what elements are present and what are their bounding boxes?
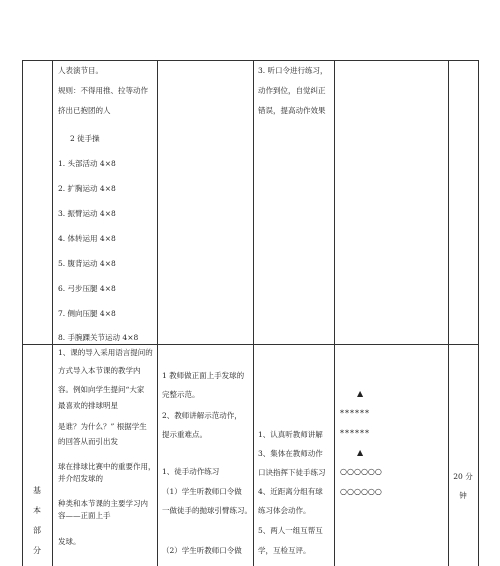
row1-student-line: 3. 听口令进行练习， bbox=[258, 66, 328, 75]
row2-teacher-line: 2、教师讲解示范动作， bbox=[162, 411, 242, 420]
row2-teacher-line: （2）学生听教师口令做 bbox=[162, 546, 242, 555]
col-border-3 bbox=[253, 60, 254, 566]
teacher-position-triangle: ▲ bbox=[357, 448, 365, 457]
row2-teacher-line: 1 教师做正面上手发球的 bbox=[162, 371, 245, 380]
col-border-5 bbox=[448, 60, 449, 566]
row2-teacher-line: 一做徒手的抛球引臂练习。 bbox=[162, 506, 252, 515]
row1-content-line: 规则：不得用推、拉等动作 bbox=[58, 86, 148, 95]
table-top-border bbox=[22, 60, 478, 61]
row1-content-line: 8. 手腕踝关节运动 4×8 bbox=[58, 333, 139, 342]
row2-teacher-line: （1）学生听教师口令做 bbox=[162, 487, 242, 496]
row2-teacher-line: 1、徒手动作练习 bbox=[162, 467, 220, 476]
section-label-char: 分 bbox=[33, 546, 41, 555]
student-row-circles: ○○○○○○ bbox=[340, 467, 382, 476]
time-value: 20 分 bbox=[453, 472, 473, 481]
row1-content-line: 2 徒手操 bbox=[70, 134, 100, 143]
time-unit: 钟 bbox=[459, 491, 467, 500]
row2-content-line: 球在排球比赛中的重要作用， bbox=[58, 462, 156, 471]
row2-student-line: 口诀指挥下徒手练习 bbox=[258, 468, 326, 477]
col-border-2 bbox=[157, 60, 158, 566]
row1-content-line: 4. 体转运用 4×8 bbox=[58, 234, 116, 243]
row2-content-line: 是谁？为什么？” 根据学生 bbox=[58, 422, 147, 431]
row2-content-line: 1、课的导入采用语言提问的 bbox=[58, 348, 153, 357]
student-row-circles: ○○○○○○ bbox=[340, 487, 382, 496]
student-row-stars: ****** bbox=[340, 429, 370, 438]
row1-content-line: 人表演节目。 bbox=[58, 66, 103, 75]
row2-teacher-line: 提示重难点。 bbox=[162, 430, 207, 439]
row1-content-line: 6. 弓步压腿 4×8 bbox=[58, 284, 116, 293]
row2-content-line: 方式导入本节课的教学内 bbox=[58, 366, 141, 375]
row1-student-line: 动作到位，自觉纠正 bbox=[258, 86, 326, 95]
row2-student-line: 3、集体在教师动作 bbox=[258, 449, 323, 458]
col-border-4 bbox=[334, 60, 335, 566]
row2-content-line: 的回答从而引出发 bbox=[58, 437, 118, 446]
row1-student-line: 错误，提高动作效果 bbox=[258, 106, 326, 115]
row2-content-line: 容。例如向学生提问“大家 bbox=[58, 385, 145, 394]
col-border-0 bbox=[22, 60, 23, 566]
row2-student-line: 4、近距离分组有球 bbox=[258, 487, 323, 496]
row2-teacher-line: 完整示范。 bbox=[162, 390, 200, 399]
row2-content-line: 最喜欢的排球明星 bbox=[58, 401, 118, 410]
row-divider bbox=[22, 344, 478, 345]
row1-content-line: 5. 腹背运动 4×8 bbox=[58, 259, 116, 268]
section-label-char: 本 bbox=[33, 506, 41, 515]
col-border-1 bbox=[52, 60, 53, 566]
row1-content-line: 挤出已抱团的人 bbox=[58, 106, 111, 115]
row2-student-line: 练习体会动作。 bbox=[258, 506, 311, 515]
row1-content-line: 1. 头部活动 4×8 bbox=[58, 159, 116, 168]
section-label-char: 基 bbox=[33, 486, 41, 495]
teacher-position-triangle: ▲ bbox=[357, 389, 365, 398]
row1-content-line: 7. 侧向压腿 4×8 bbox=[58, 309, 116, 318]
row2-student-line: 5、两人一组互帮互 bbox=[258, 526, 323, 535]
row1-content-line: 2. 扩胸运动 4×8 bbox=[58, 184, 116, 193]
row2-content-line: 并介绍发球的 bbox=[58, 474, 103, 483]
section-label-char: 部 bbox=[33, 526, 41, 535]
row2-student-line: 学，互检互评。 bbox=[258, 546, 311, 555]
row2-content-line: 种类和本节课的主要学习内 bbox=[58, 499, 148, 508]
row1-content-line: 3. 振臂运动 4×8 bbox=[58, 209, 116, 218]
row2-student-line: 1、认真听教师讲解 bbox=[258, 430, 323, 439]
student-row-stars: ****** bbox=[340, 409, 370, 418]
col-border-6 bbox=[478, 60, 479, 566]
row2-content-line: 容——正面上手 bbox=[58, 511, 111, 520]
row2-content-line: 发球。 bbox=[58, 537, 81, 546]
